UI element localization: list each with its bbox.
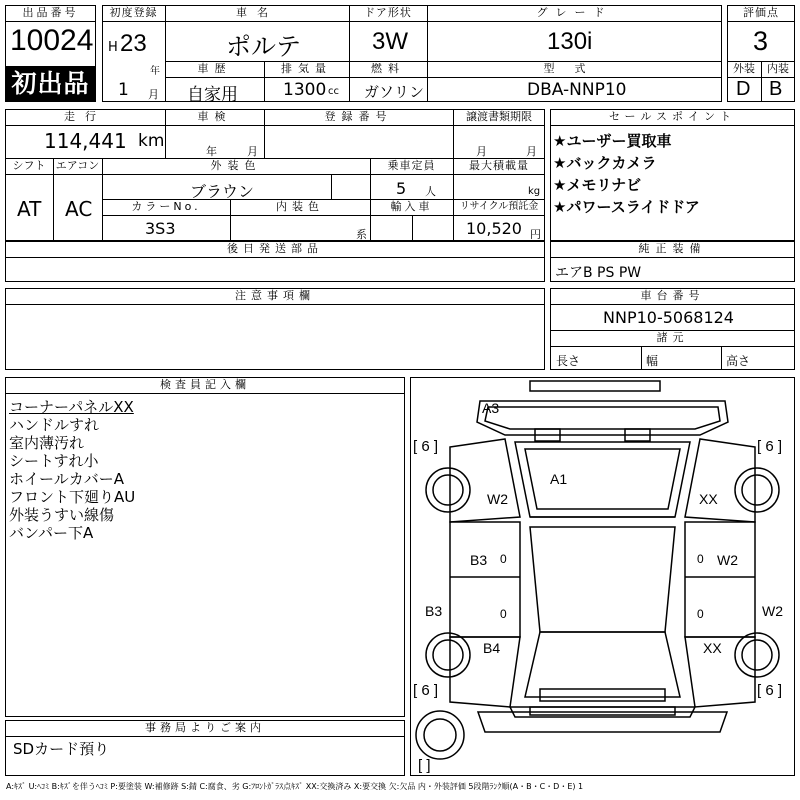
km-unit: km (138, 131, 165, 151)
damage-mark: W2 (487, 491, 508, 507)
sales-point: ★バックカメラ (553, 154, 657, 172)
yen-unit: 円 (530, 228, 541, 241)
person-unit: 人 (425, 185, 436, 198)
inspector-note: バンパー下A (9, 524, 94, 542)
notes-label: 注意事項欄 (235, 289, 315, 302)
inspector-note: 外装うすい線傷 (9, 506, 115, 524)
score: 3 (753, 26, 769, 56)
inspector-notes-label: 検査員記入欄 (160, 378, 250, 391)
int-color-label: 内装色 (276, 200, 324, 213)
mileage-label: 走行 (64, 110, 106, 123)
mileage: 114,441 (44, 129, 127, 153)
lot-number-label: 出品番号 (22, 6, 79, 19)
tire-right-front: [ 6 ] (757, 438, 783, 455)
office-notice: SDカード預り (13, 740, 110, 758)
interior-label: 内装 (767, 62, 789, 75)
registration-year: 23 (120, 30, 147, 57)
door-type: 3W (372, 28, 408, 55)
displacement-label: 排気量 (281, 62, 332, 75)
max-load-label: 最大積載量 (469, 159, 529, 172)
capacity-label: 乗車定員 (387, 159, 436, 172)
damage-mark: 0 (500, 552, 507, 566)
sales-point: ★メモリナビ (553, 176, 642, 194)
damage-mark: W2 (717, 552, 738, 568)
inspection-label: 車検 (197, 110, 232, 123)
history-label: 車歴 (197, 62, 232, 75)
later-parts-label: 後日発送部品 (227, 242, 323, 255)
ext-color-label: 外装色 (210, 159, 262, 172)
damage-mark: 0 (500, 607, 507, 621)
shift: AT (17, 197, 42, 221)
displacement: 1300 (283, 80, 327, 100)
month-unit: 月 (148, 88, 159, 101)
exterior-label: 外装 (733, 62, 755, 75)
standard-equipment: エアB PS PW (555, 265, 642, 281)
damage-mark: XX (703, 640, 722, 656)
reg-number-label: 登録番号 (324, 110, 393, 123)
spare-tire: [ ] (418, 757, 431, 774)
recycle-fee-label: リサイクル預託金 (459, 201, 539, 212)
damage-mark: XX (699, 491, 718, 507)
tire-left-front: [ 6 ] (413, 438, 439, 455)
height-label: 高さ (726, 354, 751, 368)
first-listing-badge: 初出品 (5, 66, 96, 102)
import-car-label: 輸入車 (390, 200, 433, 213)
interior-grade: B (769, 78, 783, 100)
sales-points-label: セールスポイント (608, 110, 736, 123)
registration-month: 1 (118, 80, 129, 100)
capacity: 5 (396, 179, 407, 198)
inspector-note: フロント下廻りAU (9, 488, 136, 506)
color-no: 3S3 (145, 219, 176, 238)
damage-mark: 0 (697, 552, 704, 566)
chassis-number: NNP10-5068124 (603, 308, 734, 327)
sales-point: ★ユーザー買取車 (553, 132, 672, 150)
first-registration-label: 初度登録 (109, 6, 158, 19)
inspector-note: ホイールカバーA (9, 470, 124, 488)
door-type-label: ドア形状 (364, 6, 412, 19)
grade-label: グレード (536, 6, 613, 19)
year-unit: 年 (150, 66, 160, 77)
chassis-number-label: 車台番号 (640, 289, 705, 302)
transfer-deadline-label: 譲渡書類期限 (466, 110, 532, 123)
standard-equipment-label: 純正装備 (638, 242, 707, 255)
office-notice-label: 事務局よりご案内 (145, 721, 265, 734)
model-code-label: 型式 (543, 62, 606, 75)
score-label: 評価点 (743, 6, 779, 19)
history: 自家用 (187, 85, 238, 105)
damage-mark: B3 (470, 552, 488, 568)
inspector-note: 室内薄汚れ (9, 434, 85, 452)
tire-right-rear: [ 6 ] (757, 682, 783, 699)
damage-mark: 0 (697, 607, 704, 621)
grade: 130i (547, 28, 593, 55)
damage-mark: W2 (762, 603, 783, 619)
cc-unit: cc (328, 86, 339, 97)
width-label: 幅 (646, 354, 659, 368)
car-name: ポルテ (226, 32, 302, 61)
recycle-fee: 10,520 (466, 219, 522, 238)
car-outline-diagram (410, 377, 795, 776)
damage-mark: A1 (550, 471, 568, 487)
era-prefix: H (108, 40, 118, 55)
inspector-note: ハンドルすれ (9, 416, 100, 434)
deadline-month-unit: 月 (476, 145, 487, 158)
fuel-label: 燃料 (371, 62, 405, 75)
length-label: 長さ (556, 354, 581, 368)
inspector-note: コーナーパネルXX (9, 398, 134, 416)
ext-color: ブラウン (190, 182, 255, 201)
exterior-grade: D (736, 78, 751, 100)
inspector-note: シートすれ小 (9, 452, 99, 470)
inspection-month-unit: 月 (247, 145, 258, 158)
model-code: DBA-NNP10 (527, 80, 627, 100)
legend: A:ｷｽﾞ U:ﾍｺﾐ B:ｷｽﾞを伴うﾍｺﾐ P:要塗装 W:補修跡 S:錆 C:腐食、劣 G:ﾌﾛﾝﾄｶﾞﾗｽ点ｷｽﾞ XX:交換済み X:要交換 欠:欠品 内・外装評価 5段階ﾗﾝｸ順(A・B・C・D・E) 1 (6, 782, 584, 791)
car-name-label: 車名 (236, 6, 278, 19)
shift-label: シフト (12, 159, 46, 172)
tire-left-rear: [ 6 ] (413, 682, 439, 699)
kg-unit: kg (528, 186, 541, 197)
specs-label: 諸元 (656, 331, 689, 344)
series-unit: 系 (356, 228, 367, 241)
sales-point: ★パワースライドドア (553, 198, 700, 216)
inspection-year-unit: 年 (206, 145, 217, 158)
damage-mark: B4 (483, 640, 501, 656)
color-no-label: カラーNo. (131, 200, 201, 213)
lot-number: 10024 (10, 24, 94, 57)
deadline-day-unit: 月 (526, 145, 537, 158)
aircon-label: エアコン (55, 159, 100, 172)
damage-mark: B3 (425, 603, 443, 619)
damage-mark: A3 (482, 400, 500, 416)
aircon: AC (65, 197, 93, 221)
fuel: ガソリン (364, 83, 425, 101)
